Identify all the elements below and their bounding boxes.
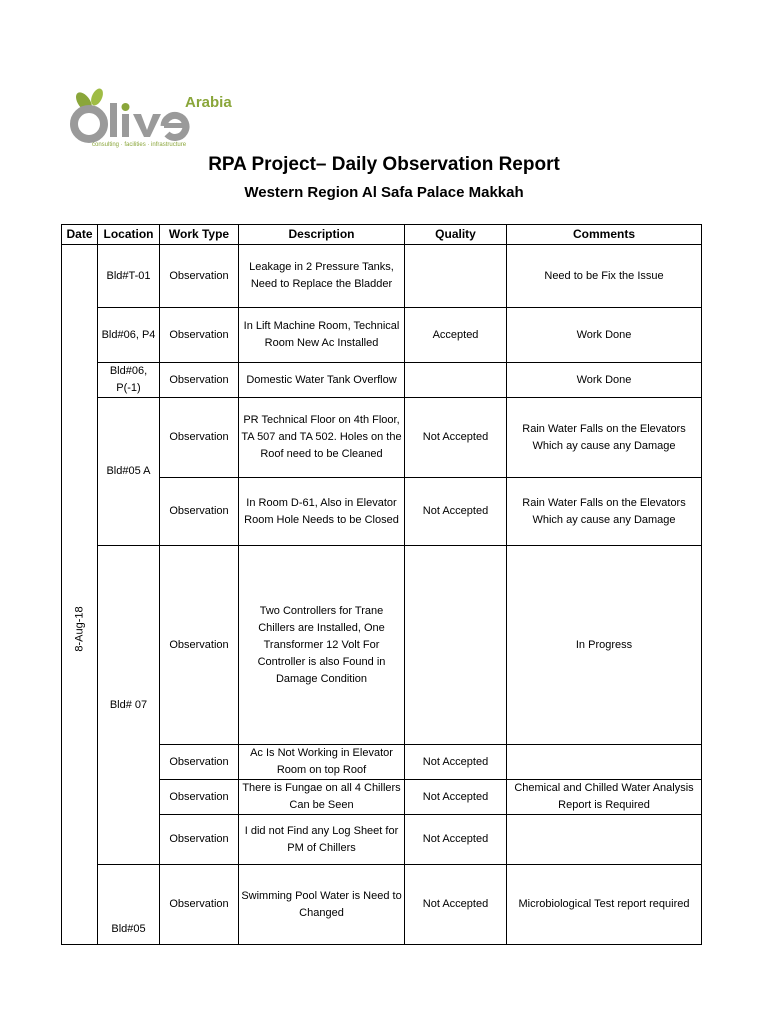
table-row (62, 398, 702, 478)
location-cell: Bld#06, P(-1) (98, 363, 160, 398)
description-cell: Leakage in 2 Pressure Tanks, Need to Replace the Bladder (239, 245, 405, 308)
comments-cell: Rain Water Falls on the Elevators Which ay cause any Damage (507, 398, 702, 478)
description-cell: In Room D-61, Also in Elevator Room Hole Needs to be Closed (239, 478, 405, 546)
work-type-cell: Observation (160, 745, 239, 780)
comments-cell: Work Done (507, 363, 702, 398)
header-location: Location (98, 225, 160, 245)
header-date: Date (62, 225, 98, 245)
quality-cell (405, 546, 507, 745)
quality-cell: Not Accepted (405, 478, 507, 546)
description-cell: Ac Is Not Working in Elevator Room on top Roof (239, 745, 405, 780)
location-cell: Bld#05 (98, 865, 160, 945)
table-row (62, 363, 702, 398)
description-cell: Swimming Pool Water is Need to Changed (239, 865, 405, 945)
work-type-cell: Observation (160, 780, 239, 815)
table-row (62, 865, 702, 945)
header-quality: Quality (405, 225, 507, 245)
olive-arabia-logo-icon (64, 86, 244, 150)
location-cell: Bld#05 A (98, 398, 160, 546)
report-title: RPA Project– Daily Observation Report (208, 154, 560, 175)
date-cell (62, 245, 98, 945)
company-logo (64, 86, 244, 150)
location-cell: Bld#T-01 (98, 245, 160, 308)
table-header-row (62, 225, 702, 245)
header-description: Description (239, 225, 405, 245)
comments-cell (507, 815, 702, 865)
comments-cell: Work Done (507, 308, 702, 363)
description-cell: In Lift Machine Room, Technical Room New Ac Installed (239, 308, 405, 363)
quality-cell: Not Accepted (405, 865, 507, 945)
observation-table (61, 224, 702, 945)
comments-cell: Rain Water Falls on the Elevators Which ay cause any Damage (507, 478, 702, 546)
location-cell: Bld#06, P4 (98, 308, 160, 363)
comments-cell: In Progress (507, 546, 702, 745)
work-type-cell: Observation (160, 546, 239, 745)
quality-cell: Accepted (405, 308, 507, 363)
work-type-cell: Observation (160, 363, 239, 398)
quality-cell (405, 363, 507, 398)
comments-cell: Need to be Fix the Issue (507, 245, 702, 308)
quality-cell: Not Accepted (405, 745, 507, 780)
description-cell: PR Technical Floor on 4th Floor, TA 507 and TA 502. Holes on the Roof need to be Cleaned (239, 398, 405, 478)
description-cell: Two Controllers for Trane Chillers are Installed, One Transformer 12 Volt For Controller is also Found in Damage Condition (239, 546, 405, 745)
work-type-cell: Observation (160, 815, 239, 865)
quality-cell: Not Accepted (405, 398, 507, 478)
description-cell: Domestic Water Tank Overflow (239, 363, 405, 398)
table-row (62, 245, 702, 308)
description-cell: There is Fungae on all 4 Chillers Can be Seen (239, 780, 405, 815)
header-comments: Comments (507, 225, 702, 245)
svg-text:Arabia: Arabia (185, 94, 232, 111)
comments-cell: Chemical and Chilled Water Analysis Report is Required (507, 780, 702, 815)
report-subtitle: Western Region Al Safa Palace Makkah (244, 184, 524, 201)
work-type-cell: Observation (160, 245, 239, 308)
table-row (62, 546, 702, 745)
work-type-cell: Observation (160, 308, 239, 363)
quality-cell: Not Accepted (405, 815, 507, 865)
comments-cell: Microbiological Test report required (507, 865, 702, 945)
location-cell: Bld# 07 (98, 546, 160, 865)
comments-cell (507, 745, 702, 780)
date-value: 8-Aug-18 (73, 606, 85, 652)
quality-cell (405, 245, 507, 308)
work-type-cell: Observation (160, 478, 239, 546)
table-row (62, 308, 702, 363)
work-type-cell: Observation (160, 865, 239, 945)
work-type-cell: Observation (160, 398, 239, 478)
quality-cell: Not Accepted (405, 780, 507, 815)
description-cell: I did not Find any Log Sheet for PM of Chillers (239, 815, 405, 865)
svg-text:consulting · facilities · infr: consulting · facilities · infrastructure (92, 142, 187, 148)
header-work-type: Work Type (160, 225, 239, 245)
